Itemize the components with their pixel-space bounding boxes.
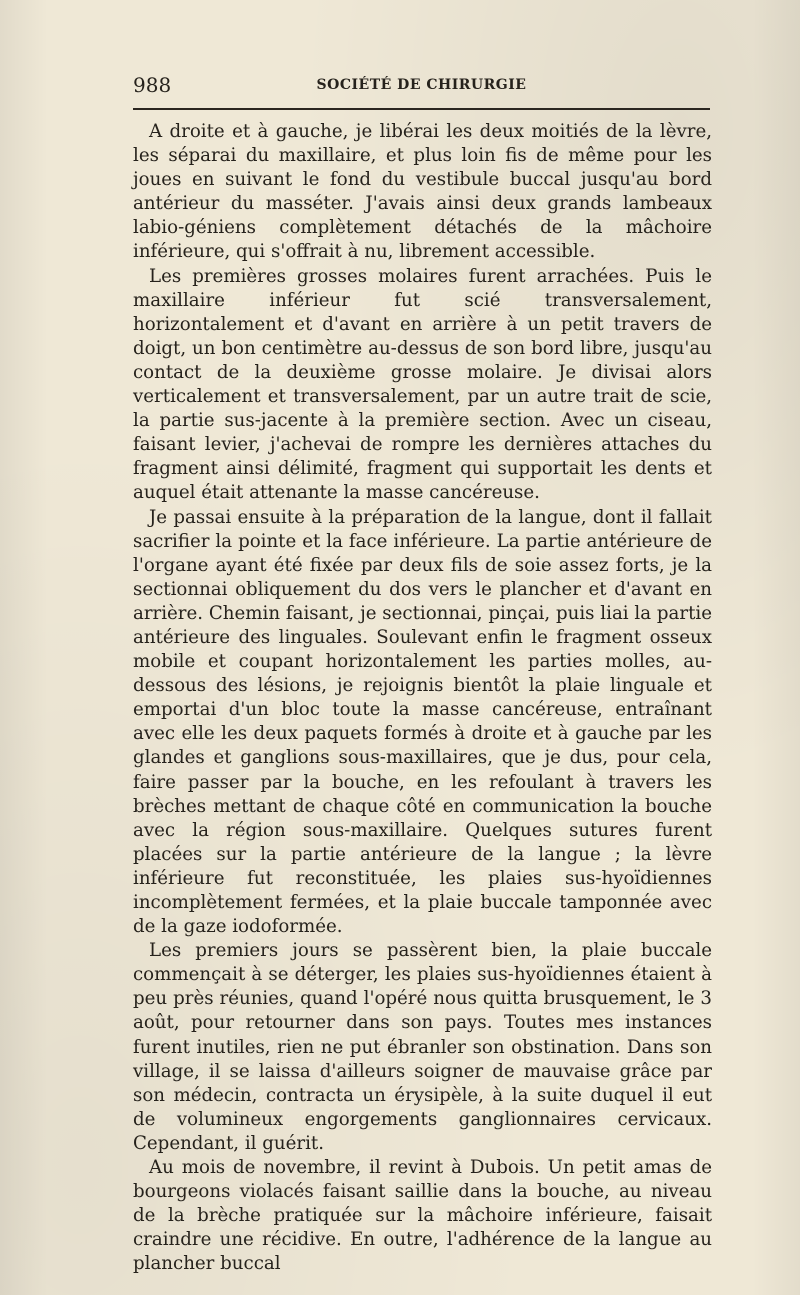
page-header (133, 70, 710, 100)
paragraph: Au mois de novembre, il revint à Dubois. Un petit amas de bourgeons violacés faisant saillie dans la bouche, au niveau de la brèche pratiquée sur la mâchoire inférieure, faisait craindre une récidive. En outre, l'adhérence de la langue au plancher buccal (133, 1157, 712, 1275)
paragraph: A droite et à gauche, je libérai les deux moitiés de la lèvre, les séparai du maxillaire, et plus loin fis de même pour les joues en suivant le fond du vestibule buccal jusqu'au bord antérieur du masséter. J'avais ainsi deux grands lambeaux labio-géniens complètement détachés de la mâchoire inférieure, qui s'offrait à nu, librement accessible. (133, 121, 712, 263)
paragraph: Je passai ensuite à la préparation de la langue, dont il fallait sacrifier la pointe et la face inférieure. La partie antérieure de l'organe ayant été fixée par deux fils de soie assez forts, je la sectionnai obliquement du dos vers le plancher et d'avant en arrière. Chemin faisant, je sectionnai, pinçai, puis liai la partie antérieure des linguales. Soulevant enfin le fragment osseux mobile et coupant horizontalement les parties molles, au-dessous des lésions, je rejoignis bientôt la plaie linguale et emportai d'un bloc toute la masse cancéreuse, entraînant avec elle les deux paquets formés à droite et à gauche par les glandes et ganglions sous-maxillaires, que je dus, pour cela, faire passer par la bouche, en les refoulant à travers les brèches mettant de chaque côté en communication la bouche avec la région sous-maxillaire. Quelques sutures furent placées sur la partie antérieure de la langue ; la lèvre inférieure fut reconstituée, les plaies sus-hyoïdiennes incomplètement fermées, et la plaie buccale tamponnée avec de la gaze iodoformée. (133, 506, 712, 938)
running-head: SOCIÉTÉ DE CHIRURGIE (316, 77, 527, 93)
paragraph: Les premiers jours se passèrent bien, la plaie buccale commençait à se déterger, les plaies sus-hyoïdiennes étaient à peu près réunies, quand l'opéré nous quitta brusquement, le 3 août, pour retourner dans son pays. Toutes mes instances furent inutiles, rien ne put ébranler son obstination. Dans son village, il se laissa d'ailleurs soigner de mauvaise grâce par son médecin, contracta un érysipèle, à la suite duquel il eut de volumineux engorgements ganglionnaires cervicaux. Cependant, il guérit. (133, 940, 712, 1154)
paragraph: Les premières grosses molaires furent arrachées. Puis le maxillaire inférieur fut scié transversalement, horizontalement et d'avant en arrière à un petit travers de doigt, un bon centimètre au-dessus de son bord libre, jusqu'au contact de la deuxième grosse molaire. Je divisai alors verticalement et transversalement, par un autre trait de scie, la partie sus-jacente à la première section. Avec un ciseau, faisant levier, j'achevai de rompre les dernières attaches du fragment ainsi délimité, fragment qui supportait les dents et auquel était attenante la masse cancéreuse. (133, 265, 712, 504)
page-number: 988 (133, 73, 172, 97)
header-rule (133, 108, 710, 110)
body-text (133, 120, 712, 1277)
